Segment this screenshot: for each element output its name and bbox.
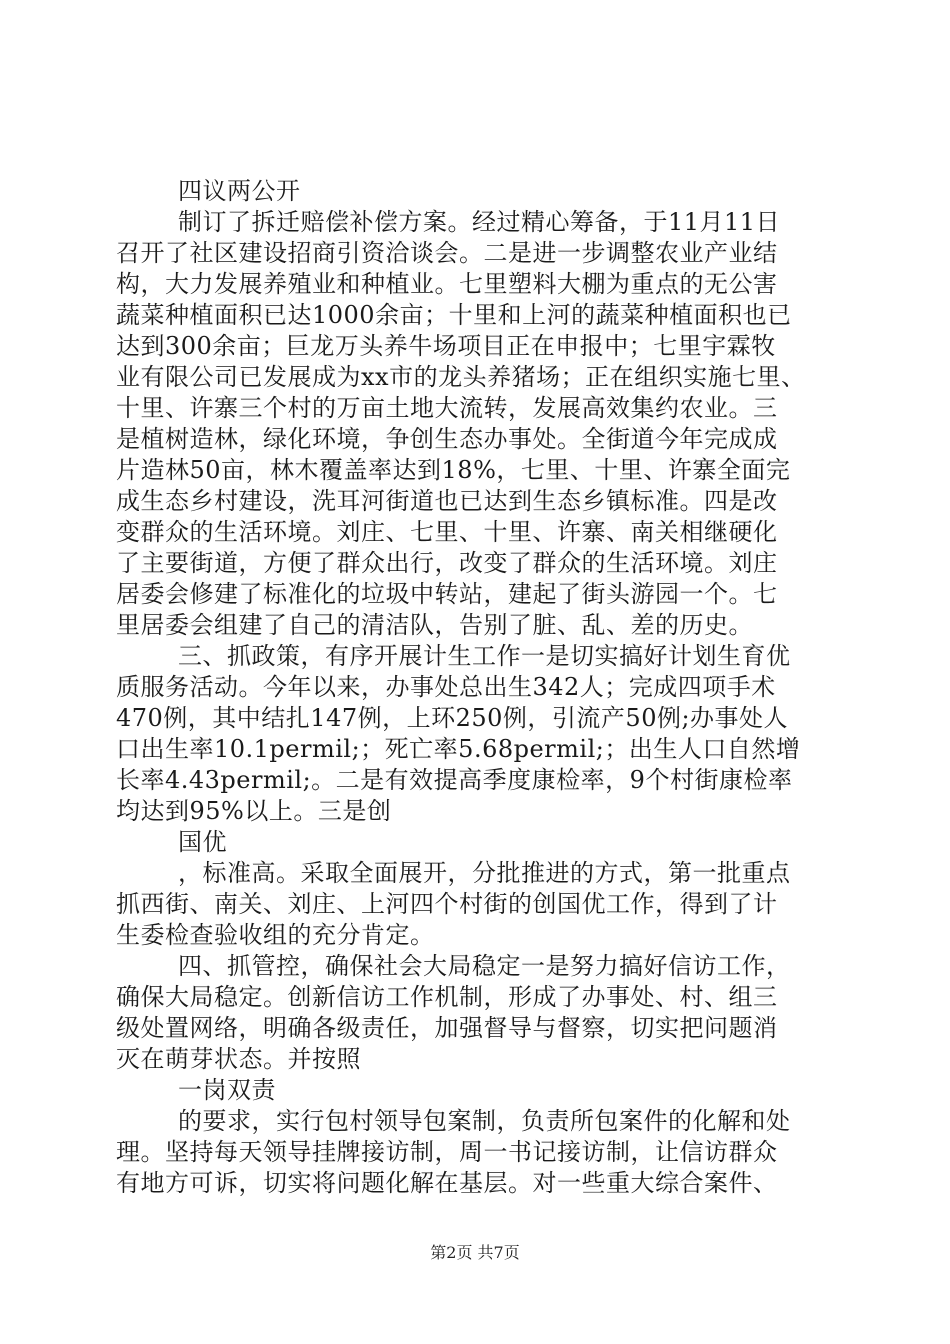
text-line: 居委会修建了标准化的垃圾中转站，建起了街头游园一个。七 xyxy=(116,580,778,608)
text-line: 470例，其中结扎147例，上环250例，引流产50例;办事处人 xyxy=(116,704,789,732)
text-line: 制订了拆迁赔偿补偿方案。经过精心筹备，于11月11日 xyxy=(178,208,781,236)
text-line: 四、抓管控，确保社会大局稳定一是努力搞好信访工作， xyxy=(178,952,791,980)
text-line: 一岗双责 xyxy=(178,1076,276,1104)
text-line: 片造林50亩，林木覆盖率达到18%，七里、十里、许寨全面完 xyxy=(116,456,791,484)
text-line: 灭在萌芽状态。并按照 xyxy=(116,1045,361,1073)
text-line: 有地方可诉，切实将问题化解在基层。对一些重大综合案件、 xyxy=(116,1169,778,1197)
text-line: ，标准高。采取全面展开，分批推进的方式，第一批重点 xyxy=(178,859,791,887)
text-line: 成生态乡村建设，洗耳河街道也已达到生态乡镇标准。四是改 xyxy=(116,487,778,515)
text-line: 了主要街道，方便了群众出行，改变了群众的生活环境。刘庄 xyxy=(116,549,778,577)
text-line: 业有限公司已发展成为xx市的龙头养猪场；正在组织实施七里、 xyxy=(116,363,806,391)
text-line: 均达到95%以上。三是创 xyxy=(116,797,392,825)
text-line: 抓西街、南关、刘庄、上河四个村街的创国优工作，得到了计 xyxy=(116,890,778,918)
text-line: 三、抓政策，有序开展计生工作一是切实搞好计划生育优 xyxy=(178,642,791,670)
text-line: 国优 xyxy=(178,828,227,856)
text-line: 变群众的生活环境。刘庄、七里、十里、许寨、南关相继硬化 xyxy=(116,518,778,546)
text-line: 的要求，实行包村领导包案制，负责所包案件的化解和处 xyxy=(178,1107,791,1135)
text-line: 蔬菜种植面积已达1000余亩；十里和上河的蔬菜种植面积也已 xyxy=(116,301,792,329)
text-line: 口出生率10.1permil;；死亡率5.68permil;；出生人口自然增 xyxy=(116,735,801,763)
text-line: 级处置网络，明确各级责任，加强督导与督察，切实把问题消 xyxy=(116,1014,778,1042)
text-line: 长率4.43permil;。二是有效提高季度康检率，9个村街康检率 xyxy=(116,766,793,794)
text-line: 四议两公开 xyxy=(178,177,301,205)
text-line: 召开了社区建设招商引资洽谈会。二是进一步调整农业产业结 xyxy=(116,239,778,267)
text-line: 里居委会组建了自己的清洁队，告别了脏、乱、差的历史。 xyxy=(116,611,753,639)
page-footer: 第2页 共7页 xyxy=(430,1243,520,1262)
text-line: 达到300余亩；巨龙万头养牛场项目正在申报中；七里宇霖牧 xyxy=(116,332,776,360)
text-line: 理。坚持每天领导挂牌接访制，周一书记接访制，让信访群众 xyxy=(116,1138,778,1166)
text-line: 质服务活动。今年以来，办事处总出生342人；完成四项手术 xyxy=(116,673,776,701)
text-line: 十里、许寨三个村的万亩土地大流转，发展高效集约农业。三 xyxy=(116,394,778,422)
text-line: 确保大局稳定。创新信访工作机制，形成了办事处、村、组三 xyxy=(116,983,778,1011)
text-line: 生委检查验收组的充分肯定。 xyxy=(116,921,435,949)
text-line: 是植树造林，绿化环境，争创生态办事处。全街道今年完成成 xyxy=(116,425,778,453)
text-line: 构，大力发展养殖业和种植业。七里塑料大棚为重点的无公害 xyxy=(116,270,778,298)
body-text xyxy=(116,176,832,1199)
